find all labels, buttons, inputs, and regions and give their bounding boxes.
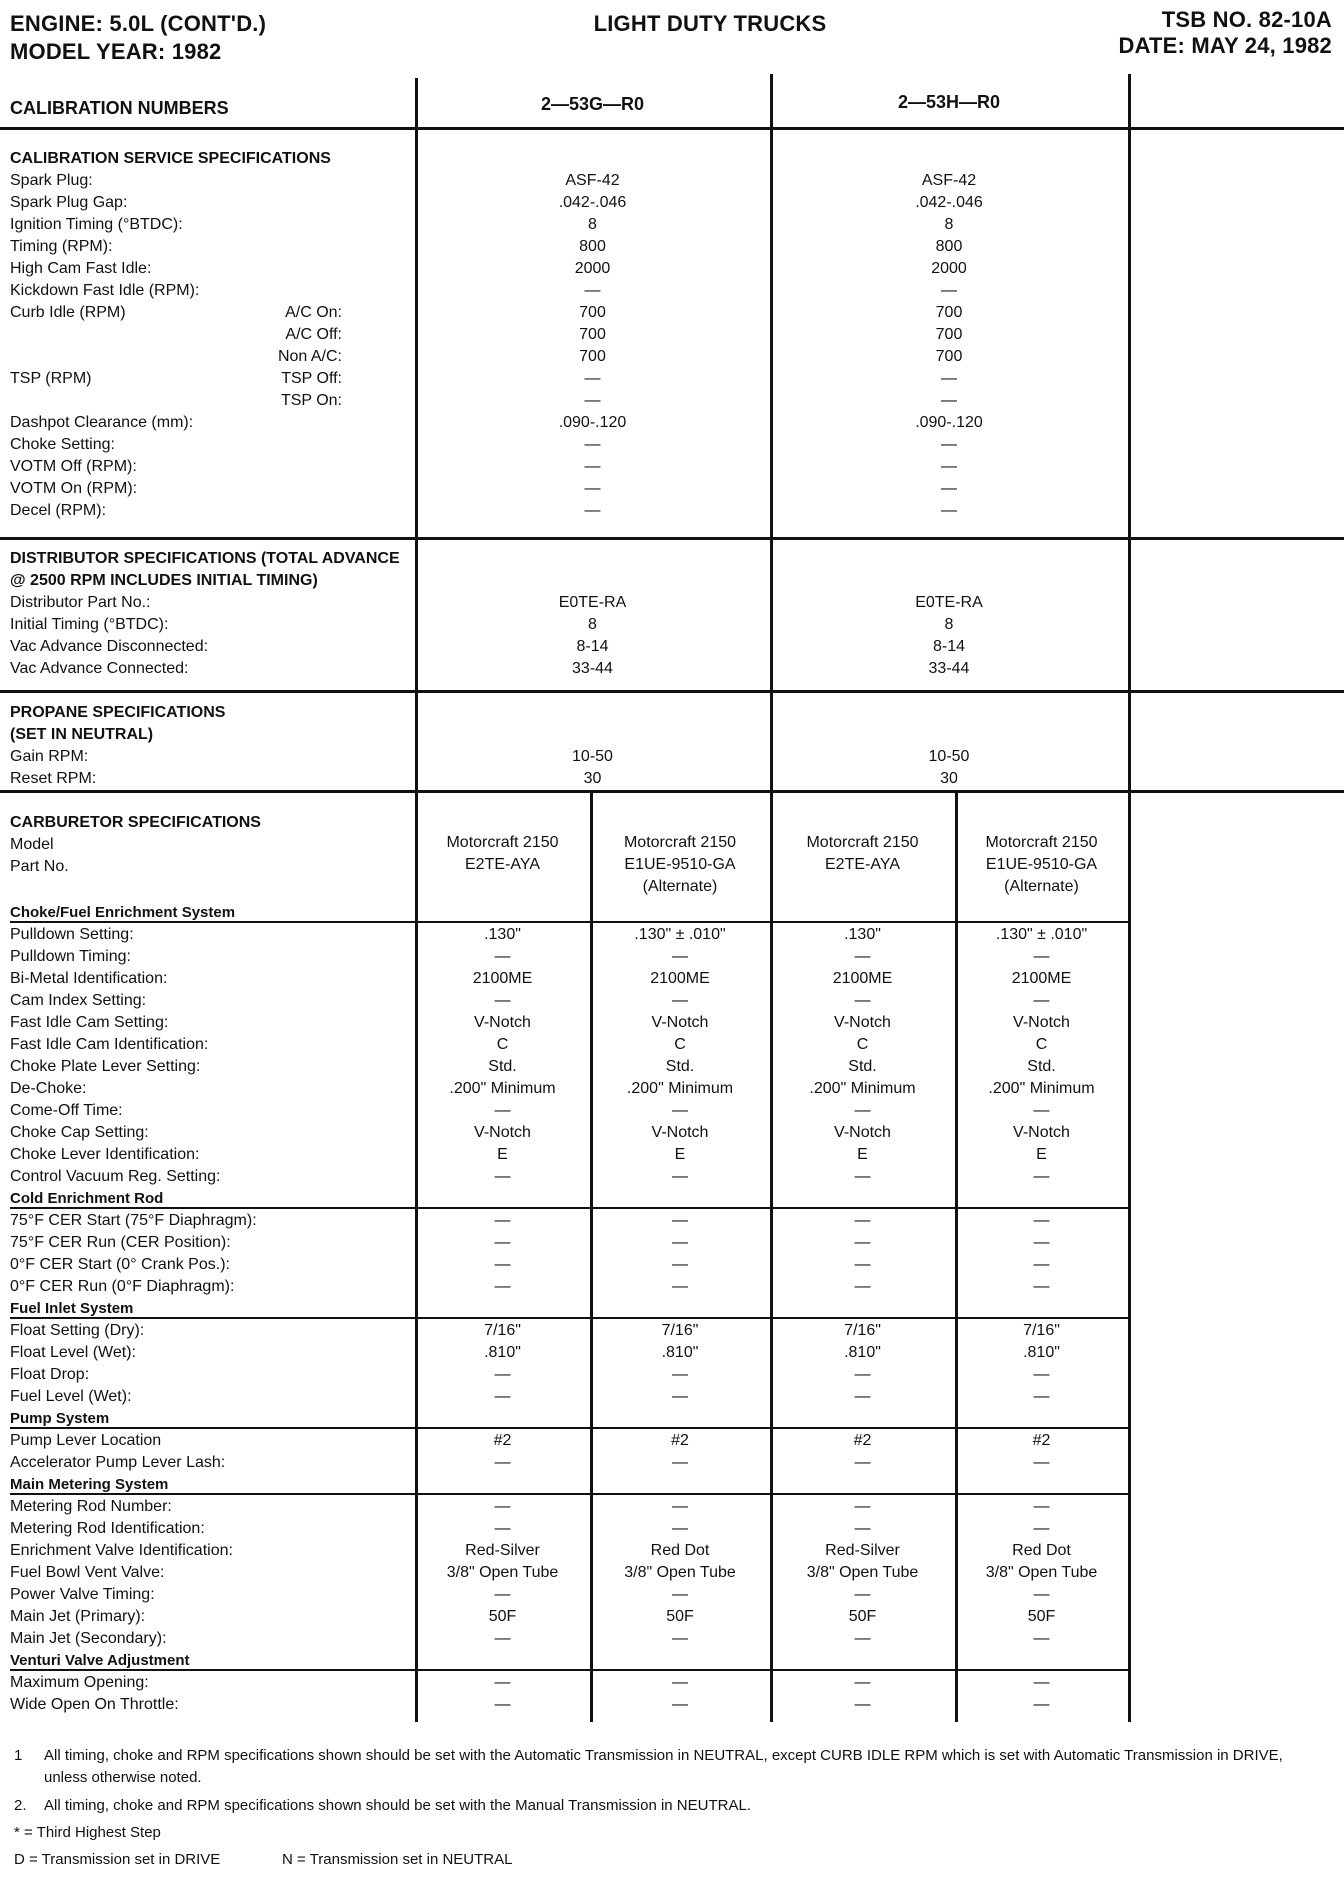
carburetor-row-value-col3: .130" [844,926,881,943]
service-row-sublabel: TSP Off: [281,370,342,387]
distributor-row-value-col2: 33-44 [928,660,970,677]
carburetor-row-value-col1: — [494,1366,511,1383]
propane-row-value-col1: 30 [583,770,602,787]
carburetor-row-value-col3: V-Notch [834,1014,891,1031]
service-row-value-col1: — [584,480,601,497]
carburetor-row-value-col1: .130" [484,926,521,943]
carburetor-row-label: 0°F CER Run (0°F Diaphragm): [10,1278,235,1295]
carburetor-row-value-col2: 7/16" [661,1322,699,1339]
distributor-row-value-col2: E0TE-RA [915,594,983,611]
carburetor-row-value-col4: — [1033,1630,1050,1647]
carburetor-row-label: Float Setting (Dry): [10,1322,145,1339]
carburetor-row-value-col4: — [1033,1212,1050,1229]
carburetor-group-rule [10,1317,1128,1319]
service-row-label: Spark Plug Gap: [10,194,128,211]
service-row-label: VOTM Off (RPM): [10,458,137,475]
service-row-value-col2: 800 [935,238,963,255]
carburetor-row-value-col1: — [494,948,511,965]
distributor-heading-2: @ 2500 RPM INCLUDES INITIAL TIMING) [10,572,318,589]
vline-col4 [1128,74,1131,1722]
carburetor-part-label: Part No. [10,858,69,875]
carburetor-row-value-col4: .200" Minimum [988,1080,1095,1097]
carburetor-row-label: Fuel Level (Wet): [10,1388,132,1405]
distributor-row-label: Initial Timing (°BTDC): [10,616,169,633]
carburetor-row-value-col2: — [672,1278,688,1295]
carburetor-row-value-col2: 50F [666,1608,694,1625]
carburetor-row-value-col1: .200" Minimum [449,1080,556,1097]
document-title: LIGHT DUTY TRUCKS [593,11,827,36]
carburetor-row-value-col4: C [1035,1036,1048,1053]
calibration-col-1: 2—53G—R0 [540,94,645,114]
carburetor-row-value-col1: — [494,1454,511,1471]
carburetor-row-value-col4: 2100ME [1011,970,1072,987]
carburetor-row-label: Main Jet (Secondary): [10,1630,167,1647]
rule-below-propane [0,790,1344,793]
carburetor-row-value-col2: C [674,1036,686,1053]
carburetor-row-value-col3: C [856,1036,869,1053]
service-row-value-col1: 700 [579,348,606,365]
distributor-row-value-col1: 8 [588,616,597,633]
model-year-line: MODEL YEAR: 1982 [10,39,222,64]
distributor-row-label: Vac Advance Connected: [10,660,189,677]
carburetor-row-value-col3: E [857,1146,868,1163]
carburetor-row-value-col3: — [854,948,871,965]
distributor-row-value-col2: 8 [944,616,954,633]
service-row-value-col2: — [941,282,957,299]
carburetor-row-value-col2: — [672,1168,688,1185]
service-row-value-col1: — [584,282,601,299]
footnote-star: * = Third Highest Step [14,1824,161,1841]
carburetor-row-value-col1: — [494,1256,511,1273]
carburetor-group-heading: Fuel Inlet System [10,1300,134,1317]
carburetor-row-label: Choke Lever Identification: [10,1146,200,1163]
carburetor-row-value-col4: E [1036,1146,1047,1163]
carburetor-row-value-col4: — [1033,1674,1050,1691]
carburetor-row-value-col4: — [1033,1256,1050,1273]
carburetor-group-heading: Main Metering System [10,1476,169,1493]
footnote-1-text: All timing, choke and RPM specifications shown should be set with the Automatic Transmission in NEUTRAL, except CURB IDLE RPM which is set with Automatic Transmission in DRIVE, unless otherwise noted. [44,1747,1283,1786]
carburetor-row-value-col4: .130" ± .010" [995,926,1088,943]
carburetor-row-value-col4: — [1033,1388,1050,1405]
carburetor-row-value-col2: 2100ME [650,970,710,987]
carburetor-row-value-col1: — [494,1102,511,1119]
carburetor-row-value-col2: — [672,1498,688,1515]
carburetor-group-rule [10,1427,1128,1429]
carburetor-row-value-col1: — [494,1696,511,1713]
service-row-label: Spark Plug: [10,172,93,189]
carburetor-row-value-col4: — [1033,1696,1050,1713]
carburetor-row-value-col1: 2100ME [472,970,533,987]
carburetor-row-label: Float Level (Wet): [10,1344,136,1361]
carburetor-row-value-col2: — [672,1366,688,1383]
carburetor-row-value-col2: — [672,1234,688,1251]
service-row-sublabel: A/C On: [285,304,342,321]
footnote-2-text: All timing, choke and RPM specifications shown should be set with the Manual Transmission in NEUTRAL. [44,1797,751,1814]
service-heading: CALIBRATION SERVICE SPECIFICATIONS [10,150,331,167]
carburetor-row-value-col4: — [1033,1234,1050,1251]
service-row-label: VOTM On (RPM): [10,480,138,497]
service-row-label: High Cam Fast Idle: [10,260,152,277]
service-row-value-col1: — [584,436,601,453]
carburetor-row-value-col4: 7/16" [1023,1322,1060,1339]
carburetor-row-value-col3: — [854,1520,871,1537]
carburetor-part-number: E2TE-AYA [465,856,540,873]
carburetor-row-label: Enrichment Valve Identification: [10,1542,233,1559]
carburetor-row-value-col2: V-Notch [651,1124,709,1141]
carburetor-row-value-col3: 3/8" Open Tube [806,1564,919,1581]
service-row-value-col1: 2000 [574,260,611,277]
carburetor-row-value-col1: .810" [484,1344,521,1361]
carburetor-row-value-col3: — [854,1388,871,1405]
distributor-row-value-col1: 8-14 [576,638,609,655]
service-row-value-col2: ASF-42 [921,172,977,189]
carburetor-row-label: Control Vacuum Reg. Setting: [10,1168,221,1185]
service-row-value-col1: — [584,502,601,519]
service-row-label: Dashpot Clearance (mm): [10,414,194,431]
carburetor-row-value-col2: — [672,1256,688,1273]
distributor-row-label: Distributor Part No.: [10,594,151,611]
carburetor-row-label: Cam Index Setting: [10,992,147,1009]
carburetor-row-value-col1: — [494,1520,511,1537]
carburetor-row-value-col3: — [854,1278,871,1295]
carburetor-group-heading: Venturi Valve Adjustment [10,1652,190,1669]
rule-below-service [0,537,1344,540]
service-row-value-col2: 700 [935,304,963,321]
carburetor-row-value-col1: V-Notch [474,1014,531,1031]
service-row-label: Kickdown Fast Idle (RPM): [10,282,200,299]
carburetor-row-value-col1: — [494,992,511,1009]
carburetor-row-value-col3: — [854,1696,871,1713]
carburetor-row-value-col1: Std. [488,1058,517,1075]
service-row-label: Choke Setting: [10,436,115,453]
service-row-value-col2: 700 [935,326,963,343]
carburetor-row-value-col2: V-Notch [651,1014,709,1031]
carburetor-row-value-col1: — [494,1674,511,1691]
carburetor-row-value-col4: — [1033,1454,1050,1471]
carburetor-row-value-col4: .810" [1023,1344,1060,1361]
carburetor-row-value-col2: — [672,1674,688,1691]
carburetor-row-value-col4: #2 [1032,1432,1051,1449]
carburetor-row-label: Fuel Bowl Vent Valve: [10,1564,165,1581]
carburetor-group-heading: Choke/Fuel Enrichment System [10,904,236,921]
service-row-label: Decel (RPM): [10,502,107,519]
carburetor-row-value-col3: — [854,1168,871,1185]
calibration-numbers-label: CALIBRATION NUMBERS [10,98,229,118]
carburetor-part-number: E1UE-9510-GA [624,856,736,873]
service-row-sublabel: A/C Off: [285,326,342,343]
carburetor-row-value-col3: 2100ME [832,970,893,987]
propane-heading-2: (SET IN NEUTRAL) [10,726,154,743]
carburetor-row-value-col3: .200" Minimum [809,1080,916,1097]
carburetor-row-label: Metering Rod Identification: [10,1520,205,1537]
carburetor-row-value-col1: — [494,1212,511,1229]
carburetor-row-value-col2: Std. [665,1058,695,1075]
footnote-2-number: 2. [14,1797,27,1814]
service-row-label: Timing (RPM): [10,238,113,255]
carburetor-model-name: Motorcraft 2150 [623,834,737,851]
propane-heading-1: PROPANE SPECIFICATIONS [10,704,226,721]
carburetor-row-value-col2: — [672,992,688,1009]
distributor-row-value-col1: 33-44 [572,660,613,677]
carburetor-row-label: 75°F CER Start (75°F Diaphragm): [10,1212,257,1229]
carburetor-row-value-col4: — [1033,1102,1050,1119]
carburetor-row-label: Come-Off Time: [10,1102,123,1119]
carburetor-row-label: Choke Cap Setting: [10,1124,149,1141]
service-row-value-col1: — [584,370,601,387]
carburetor-row-value-col1: #2 [493,1432,512,1449]
propane-row-label: Gain RPM: [10,748,89,765]
carburetor-row-label: Wide Open On Throttle: [10,1696,179,1713]
service-row-value-col1: — [584,392,601,409]
service-row-label: TSP (RPM) [10,370,92,387]
carburetor-row-value-col1: E [497,1146,508,1163]
carburetor-row-value-col3: Std. [848,1058,877,1075]
carburetor-row-label: De-Choke: [10,1080,87,1097]
service-row-value-col1: 800 [579,238,606,255]
carburetor-row-value-col3: .810" [844,1344,881,1361]
carburetor-row-label: Pulldown Timing: [10,948,131,965]
distributor-row-value-col2: 8-14 [932,638,966,655]
carburetor-row-value-col2: — [672,1696,688,1713]
carburetor-row-label: Power Valve Timing: [10,1586,155,1603]
carburetor-alternate-note: (Alternate) [1004,878,1079,895]
carburetor-row-value-col1: — [494,1234,511,1251]
carburetor-row-value-col2: — [672,1388,688,1405]
propane-row-value-col1: 10-50 [572,748,613,765]
tsb-number: TSB NO. 82-10A [1161,7,1332,32]
service-row-value-col2: — [941,392,957,409]
service-row-value-col2: .042-.046 [915,194,983,211]
carburetor-row-value-col4: V-Notch [1013,1124,1070,1141]
carburetor-row-value-col3: — [854,1256,871,1273]
carburetor-row-value-col2: Red Dot [650,1542,710,1559]
carburetor-row-value-col3: — [854,1454,871,1471]
carburetor-group-heading: Pump System [10,1410,110,1427]
carburetor-row-value-col2: — [672,1630,688,1647]
carburetor-row-value-col1: C [496,1036,509,1053]
rule-below-distributor [0,690,1344,693]
carburetor-row-label: Fast Idle Cam Identification: [10,1036,209,1053]
carburetor-row-value-col4: — [1033,948,1050,965]
service-row-value-col2: 2000 [931,260,967,277]
carburetor-row-value-col1: Red-Silver [465,1542,540,1559]
distributor-heading-1: DISTRIBUTOR SPECIFICATIONS (TOTAL ADVANCE [10,550,400,567]
carburetor-row-value-col2: — [672,1454,688,1471]
propane-row-label: Reset RPM: [10,770,97,787]
service-row-value-col1: 8 [588,216,597,233]
carburetor-row-label: Accelerator Pump Lever Lash: [10,1454,226,1471]
carburetor-row-label: Metering Rod Number: [10,1498,172,1515]
carburetor-row-label: 0°F CER Start (0° Crank Pos.): [10,1256,230,1273]
service-row-label: Curb Idle (RPM) [10,304,126,321]
carburetor-row-value-col2: — [672,1586,688,1603]
carburetor-row-value-col2: .810" [661,1344,699,1361]
propane-row-value-col2: 30 [940,770,958,787]
carburetor-model-name: Motorcraft 2150 [806,834,919,851]
service-row-sublabel: Non A/C: [277,348,342,365]
tsb-date: DATE: MAY 24, 1982 [1118,33,1332,58]
carburetor-row-label: Main Jet (Primary): [10,1608,146,1625]
footnote-drive: D = Transmission set in DRIVE [14,1851,221,1868]
service-row-label: Ignition Timing (°BTDC): [10,216,183,233]
carburetor-row-label: Pump Lever Location [10,1432,162,1449]
carburetor-part-number: E2TE-AYA [825,856,900,873]
carburetor-row-value-col1: 50F [488,1608,517,1625]
carburetor-row-value-col3: — [854,1498,871,1515]
carburetor-row-value-col3: V-Notch [834,1124,891,1141]
service-row-value-col1: .090-.120 [558,414,627,431]
carburetor-row-value-col2: 3/8" Open Tube [624,1564,736,1581]
service-row-value-col2: — [941,480,957,497]
carburetor-row-value-col3: — [854,992,871,1009]
carburetor-row-value-col3: — [854,1102,871,1119]
carburetor-row-value-col2: .200" Minimum [626,1080,734,1097]
carburetor-group-rule [10,1493,1128,1495]
carburetor-part-number: E1UE-9510-GA [985,856,1098,873]
engine-line: ENGINE: 5.0L (CONT'D.) [10,11,267,36]
carburetor-row-value-col2: — [672,948,688,965]
carburetor-row-value-col1: — [494,1278,511,1295]
service-row-value-col2: — [941,502,957,519]
carburetor-row-label: Pulldown Setting: [10,926,134,943]
carburetor-row-value-col1: V-Notch [474,1124,531,1141]
footnote-1-number: 1 [14,1747,23,1764]
carburetor-row-label: Choke Plate Lever Setting: [10,1058,201,1075]
carburetor-row-value-col3: — [854,1630,871,1647]
carburetor-row-value-col3: 7/16" [844,1322,881,1339]
carburetor-row-value-col2: .130" ± .010" [634,926,726,943]
carburetor-model-name: Motorcraft 2150 [446,834,559,851]
carburetor-row-label: 75°F CER Run (CER Position): [10,1234,231,1251]
carburetor-row-value-col4: 50F [1027,1608,1056,1625]
distributor-row-label: Vac Advance Disconnected: [10,638,209,655]
carburetor-row-value-col3: — [854,1366,871,1383]
carburetor-group-rule [10,1207,1128,1209]
propane-row-value-col2: 10-50 [928,748,970,765]
service-row-value-col2: — [941,436,957,453]
carburetor-row-value-col4: — [1033,1366,1050,1383]
service-row-value-col1: — [584,458,601,475]
service-row-value-col1: 700 [579,304,606,321]
carburetor-row-value-col4: — [1033,1168,1050,1185]
carburetor-group-heading: Cold Enrichment Rod [10,1190,164,1207]
service-row-value-col2: — [941,458,957,475]
carburetor-row-value-col3: Red-Silver [825,1542,900,1559]
carburetor-row-value-col4: — [1033,1586,1050,1603]
service-row-value-col2: — [941,370,957,387]
carburetor-row-value-col4: — [1033,1278,1050,1295]
carburetor-row-value-col1: — [494,1586,511,1603]
carburetor-row-value-col4: 3/8" Open Tube [985,1564,1098,1581]
carburetor-row-label: Maximum Opening: [10,1674,149,1691]
carburetor-row-value-col2: — [672,1520,688,1537]
carburetor-row-value-col4: Red Dot [1012,1542,1071,1559]
service-row-value-col1: .042-.046 [558,194,627,211]
carburetor-row-value-col3: — [854,1586,871,1603]
carburetor-row-value-col1: — [494,1498,511,1515]
carburetor-row-label: Bi-Metal Identification: [10,970,168,987]
carburetor-row-value-col2: E [674,1146,686,1163]
carburetor-row-value-col4: — [1033,1498,1050,1515]
rule-below-calibration [0,127,1344,130]
carburetor-row-value-col3: — [854,1212,871,1229]
service-row-sublabel: TSP On: [280,392,342,409]
footnote-neutral: N = Transmission set in NEUTRAL [282,1851,513,1868]
carburetor-row-label: Fast Idle Cam Setting: [10,1014,169,1031]
carburetor-row-value-col4: — [1033,1520,1050,1537]
carburetor-row-value-col4: — [1033,992,1050,1009]
carburetor-row-value-col3: 50F [848,1608,877,1625]
service-row-value-col2: 8 [944,216,954,233]
carburetor-row-value-col2: #2 [671,1432,689,1449]
carburetor-row-value-col1: 3/8" Open Tube [446,1564,559,1581]
carburetor-row-value-col4: Std. [1027,1058,1056,1075]
carburetor-row-value-col1: — [494,1630,511,1647]
carburetor-row-value-col1: — [494,1168,511,1185]
carburetor-model-label: Model [10,836,54,853]
carburetor-row-value-col4: V-Notch [1013,1014,1070,1031]
carburetor-heading: CARBURETOR SPECIFICATIONS [10,814,261,831]
carburetor-row-value-col2: — [672,1102,688,1119]
distributor-row-value-col1: E0TE-RA [558,594,627,611]
service-row-value-col1: 700 [579,326,606,343]
carburetor-row-value-col3: — [854,1674,871,1691]
service-row-value-col2: .090-.120 [915,414,983,431]
carburetor-row-value-col3: #2 [853,1432,872,1449]
service-row-value-col2: 700 [935,348,963,365]
carburetor-row-value-col1: — [494,1388,511,1405]
carburetor-row-value-col3: — [854,1234,871,1251]
carburetor-row-value-col1: 7/16" [484,1322,521,1339]
carburetor-row-label: Float Drop: [10,1366,90,1383]
carburetor-row-value-col2: — [672,1212,688,1229]
carburetor-model-name: Motorcraft 2150 [985,834,1098,851]
service-row-value-col1: ASF-42 [565,172,620,189]
carburetor-alternate-note: (Alternate) [642,878,718,895]
calibration-col-2: 2—53H—R0 [897,92,1001,112]
